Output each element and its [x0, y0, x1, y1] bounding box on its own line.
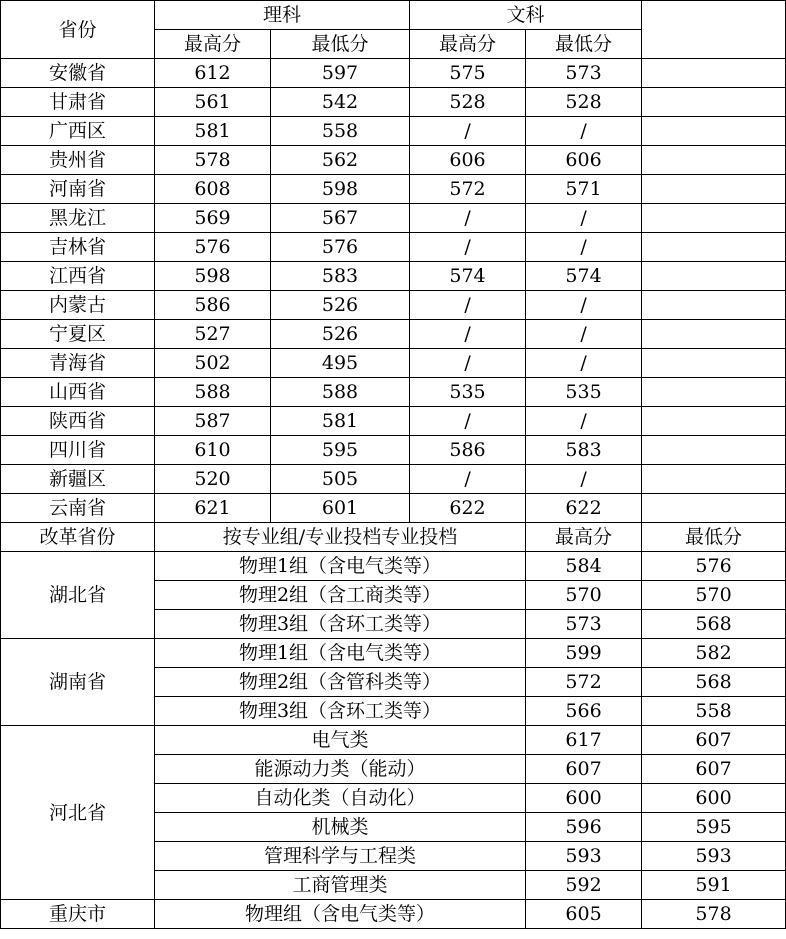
reform-group-cell: 物理1组（含电气类等） [155, 552, 526, 581]
reform-header-group: 按专业组/专业投档专业投档 [155, 523, 526, 552]
reform-group-cell: 物理1组（含电气类等） [155, 639, 526, 668]
reform-min-cell: 576 [642, 552, 786, 581]
arts-min-cell: / [526, 349, 642, 378]
reform-max-cell: 592 [526, 871, 642, 900]
table-row [1, 378, 786, 407]
province-cell: 甘肃省 [1, 88, 155, 117]
empty-cell [642, 117, 786, 146]
arts-max-cell: / [410, 204, 526, 233]
province-cell: 山西省 [1, 378, 155, 407]
table-row [1, 465, 786, 494]
science-min-cell: 595 [271, 436, 410, 465]
reform-group-cell: 电气类 [155, 726, 526, 755]
empty-cell [642, 262, 786, 291]
arts-max-cell: 535 [410, 378, 526, 407]
header-arts: 文科 [410, 1, 642, 30]
empty-cell [642, 204, 786, 233]
arts-min-cell: / [526, 204, 642, 233]
reform-max-cell: 593 [526, 842, 642, 871]
arts-max-cell: / [410, 349, 526, 378]
reform-max-cell: 573 [526, 610, 642, 639]
table-row [1, 88, 786, 117]
header-province: 省份 [1, 1, 155, 59]
science-max-cell: 608 [155, 175, 271, 204]
reform-max-cell: 572 [526, 668, 642, 697]
science-max-cell: 569 [155, 204, 271, 233]
science-min-cell: 601 [271, 494, 410, 523]
arts-max-cell: 606 [410, 146, 526, 175]
header-science-min: 最低分 [271, 30, 410, 59]
reform-header-min: 最低分 [642, 523, 786, 552]
reform-max-cell: 566 [526, 697, 642, 726]
province-cell: 河南省 [1, 175, 155, 204]
science-min-cell: 526 [271, 291, 410, 320]
table-row [1, 407, 786, 436]
reform-min-cell: 570 [642, 581, 786, 610]
arts-min-cell: 606 [526, 146, 642, 175]
province-cell: 四川省 [1, 436, 155, 465]
arts-min-cell: 528 [526, 88, 642, 117]
province-cell: 青海省 [1, 349, 155, 378]
science-max-cell: 581 [155, 117, 271, 146]
science-min-cell: 526 [271, 320, 410, 349]
science-min-cell: 567 [271, 204, 410, 233]
arts-max-cell: / [410, 233, 526, 262]
science-max-cell: 527 [155, 320, 271, 349]
reform-header-row [1, 523, 786, 552]
science-max-cell: 587 [155, 407, 271, 436]
reform-row [1, 726, 786, 755]
reform-province-cell: 重庆市 [1, 900, 155, 929]
science-max-cell: 610 [155, 436, 271, 465]
province-cell: 安徽省 [1, 59, 155, 88]
arts-max-cell: / [410, 291, 526, 320]
reform-max-cell: 600 [526, 784, 642, 813]
reform-group-cell: 自动化类（自动化） [155, 784, 526, 813]
empty-cell [642, 378, 786, 407]
empty-cell [642, 349, 786, 378]
arts-min-cell: 573 [526, 59, 642, 88]
science-max-cell: 561 [155, 88, 271, 117]
province-cell: 吉林省 [1, 233, 155, 262]
table-row [1, 59, 786, 88]
header-science: 理科 [155, 1, 410, 30]
arts-min-cell: / [526, 465, 642, 494]
province-cell: 云南省 [1, 494, 155, 523]
arts-min-cell: 535 [526, 378, 642, 407]
science-min-cell: 505 [271, 465, 410, 494]
arts-max-cell: / [410, 320, 526, 349]
science-max-cell: 578 [155, 146, 271, 175]
province-cell: 贵州省 [1, 146, 155, 175]
empty-cell [642, 59, 786, 88]
reform-group-cell: 能源动力类（能动） [155, 755, 526, 784]
province-cell: 江西省 [1, 262, 155, 291]
reform-row [1, 552, 786, 581]
reform-max-cell: 599 [526, 639, 642, 668]
arts-max-cell: 575 [410, 59, 526, 88]
table-row [1, 204, 786, 233]
province-cell: 宁夏区 [1, 320, 155, 349]
province-cell: 广西区 [1, 117, 155, 146]
reform-max-cell: 605 [526, 900, 642, 929]
table-row [1, 233, 786, 262]
science-max-cell: 576 [155, 233, 271, 262]
reform-min-cell: 568 [642, 610, 786, 639]
science-min-cell: 542 [271, 88, 410, 117]
science-max-cell: 502 [155, 349, 271, 378]
reform-min-cell: 595 [642, 813, 786, 842]
science-min-cell: 583 [271, 262, 410, 291]
arts-max-cell: 586 [410, 436, 526, 465]
science-min-cell: 588 [271, 378, 410, 407]
table-row [1, 494, 786, 523]
header-science-max: 最高分 [155, 30, 271, 59]
science-max-cell: 588 [155, 378, 271, 407]
arts-min-cell: 574 [526, 262, 642, 291]
arts-max-cell: 528 [410, 88, 526, 117]
reform-min-cell: 591 [642, 871, 786, 900]
arts-min-cell: 583 [526, 436, 642, 465]
empty-cell [642, 465, 786, 494]
table-row [1, 262, 786, 291]
reform-min-cell: 593 [642, 842, 786, 871]
reform-province-cell: 河北省 [1, 726, 155, 900]
reform-header-max: 最高分 [526, 523, 642, 552]
header-arts-max: 最高分 [410, 30, 526, 59]
arts-max-cell: / [410, 407, 526, 436]
arts-min-cell: / [526, 233, 642, 262]
province-cell: 内蒙古 [1, 291, 155, 320]
header-empty [642, 1, 786, 59]
reform-max-cell: 570 [526, 581, 642, 610]
empty-cell [642, 291, 786, 320]
reform-group-cell: 物理2组（含工商类等） [155, 581, 526, 610]
table-row [1, 117, 786, 146]
reform-min-cell: 568 [642, 668, 786, 697]
empty-cell [642, 436, 786, 465]
reform-group-cell: 物理组（含电气类等） [155, 900, 526, 929]
arts-max-cell: 622 [410, 494, 526, 523]
science-max-cell: 621 [155, 494, 271, 523]
empty-cell [642, 146, 786, 175]
science-max-cell: 520 [155, 465, 271, 494]
science-min-cell: 581 [271, 407, 410, 436]
science-min-cell: 598 [271, 175, 410, 204]
table-row [1, 291, 786, 320]
reform-min-cell: 582 [642, 639, 786, 668]
reform-group-cell: 物理2组（含管科类等） [155, 668, 526, 697]
reform-max-cell: 584 [526, 552, 642, 581]
arts-max-cell: 574 [410, 262, 526, 291]
arts-min-cell: / [526, 291, 642, 320]
science-max-cell: 612 [155, 59, 271, 88]
arts-min-cell: / [526, 407, 642, 436]
empty-cell [642, 494, 786, 523]
table-row [1, 320, 786, 349]
header-row-1 [1, 1, 786, 30]
empty-cell [642, 88, 786, 117]
science-max-cell: 586 [155, 291, 271, 320]
reform-row [1, 900, 786, 929]
empty-cell [642, 407, 786, 436]
arts-min-cell: / [526, 320, 642, 349]
science-max-cell: 598 [155, 262, 271, 291]
arts-max-cell: / [410, 465, 526, 494]
empty-cell [642, 320, 786, 349]
science-min-cell: 558 [271, 117, 410, 146]
reform-group-cell: 物理3组（含环工类等） [155, 697, 526, 726]
header-arts-min: 最低分 [526, 30, 642, 59]
reform-min-cell: 558 [642, 697, 786, 726]
empty-cell [642, 233, 786, 262]
arts-max-cell: / [410, 117, 526, 146]
reform-max-cell: 617 [526, 726, 642, 755]
province-cell: 黑龙江 [1, 204, 155, 233]
arts-min-cell: 622 [526, 494, 642, 523]
province-cell: 陕西省 [1, 407, 155, 436]
reform-province-cell: 湖南省 [1, 639, 155, 726]
arts-max-cell: 572 [410, 175, 526, 204]
arts-min-cell: / [526, 117, 642, 146]
reform-min-cell: 600 [642, 784, 786, 813]
table-row [1, 146, 786, 175]
reform-header-province: 改革省份 [1, 523, 155, 552]
science-min-cell: 597 [271, 59, 410, 88]
reform-group-cell: 工商管理类 [155, 871, 526, 900]
empty-cell [642, 175, 786, 204]
reform-max-cell: 607 [526, 755, 642, 784]
province-cell: 新疆区 [1, 465, 155, 494]
science-min-cell: 576 [271, 233, 410, 262]
table-row [1, 175, 786, 204]
reform-min-cell: 578 [642, 900, 786, 929]
table-row [1, 436, 786, 465]
reform-min-cell: 607 [642, 755, 786, 784]
reform-group-cell: 物理3组（含环工类等） [155, 610, 526, 639]
reform-group-cell: 机械类 [155, 813, 526, 842]
reform-row [1, 639, 786, 668]
arts-min-cell: 571 [526, 175, 642, 204]
science-min-cell: 562 [271, 146, 410, 175]
reform-max-cell: 596 [526, 813, 642, 842]
reform-province-cell: 湖北省 [1, 552, 155, 639]
reform-group-cell: 管理科学与工程类 [155, 842, 526, 871]
table-row [1, 349, 786, 378]
reform-min-cell: 607 [642, 726, 786, 755]
science-min-cell: 495 [271, 349, 410, 378]
